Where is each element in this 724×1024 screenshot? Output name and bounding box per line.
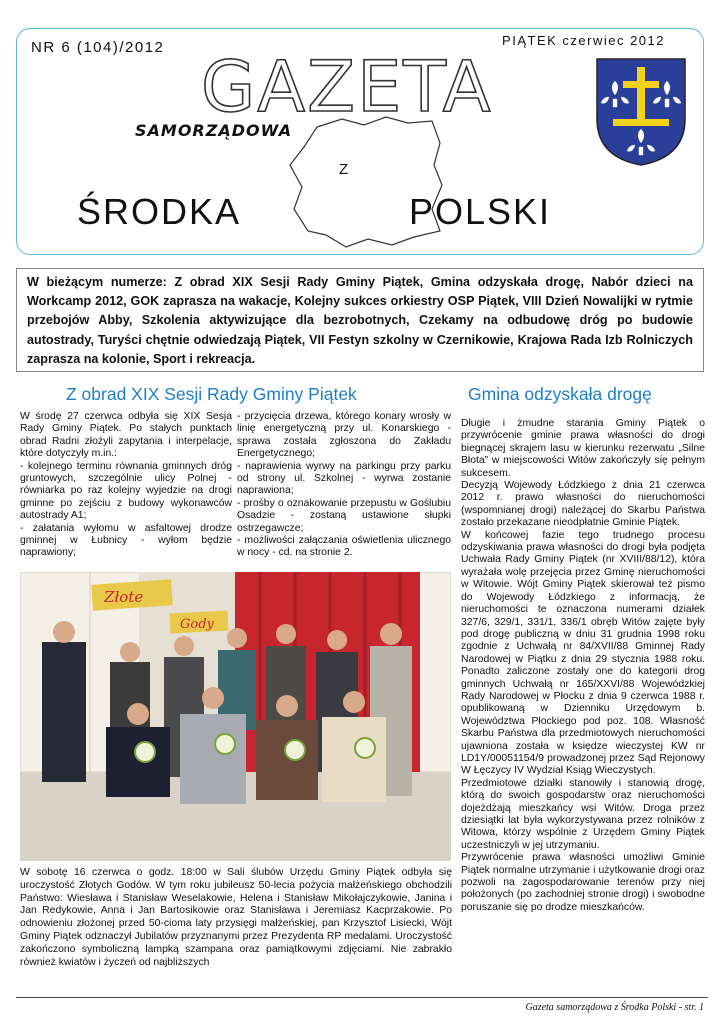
article2-paragraph: Przywrócenie prawa własności umożliwi Gminie Piątek normalne utrzymanie i użytkowanie drogi oraz pozwoli na zagospodarowanie terenów przy niej położonych (po zachodniej stronie drogi) i swobodne poruszanie się po drodze mieszkańców. (461, 852, 705, 913)
article1-col2 (237, 411, 451, 560)
samorzadowa-label: SAMORZĄDOWA (135, 121, 293, 140)
issue-summary: W bieżącym numerze: Z obrad XIX Sesji Rady Gminy Piątek, Gmina odzyskała drogę, Nabór dzieci na Workcamp 2012, GOK zaprasza na wakacje, Kolejny sukces orkiestry OSP Piątek, VIII Dzień Nowalijki w rytmie przebojów Abby, Szkolenia aktywizujące dla bezrobotnych, Czekamy na odbudowę dróg po budowie autostrady, Turyści chętnie odwiedzają Piątek, VII Festyn szkolny w Czernikowie, Krajowa Rada Izb Rolniczych zaprasza na kolonie, Sport i rekreacja. (16, 268, 704, 372)
page-footer: Gazeta samorządowa z Środka Polski - str. 1 (525, 1002, 704, 1013)
issue-number: NR 6 (104)/2012 (31, 39, 165, 56)
srodka-title: ŚRODKA (77, 191, 242, 232)
polski-title: POLSKI (409, 191, 552, 232)
article1-col1 (20, 411, 232, 560)
coat-of-arms (595, 57, 687, 167)
banner-gody: Gody (180, 617, 214, 632)
photo-caption: W sobotę 16 czerwca o godz. 18:00 w Sali ślubów Urzędu Gminy Piątek odbyła się uroczystość Złotych Godów. W tym roku jubileusz 50-lecia pożycia małżeńskiego obchodzili Państwo: Wiesława i Stanisław Weselakowie, Helena i Stanisław Mikołajczykowie, Janina i Jan Redykowie, Anna i Jan Bartosikowie oraz Stanisława i Jeremiasz Kacprzakowie. Po odnowieniu złożonej przed 50-cioma laty przysięgi małżeńskiej, pan Krzysztof Lisiecki, Wójt Gminy Piątek odznaczył Jubilatów przyznanymi przez Prezydenta RP medalami. Uroczystość zakończono symboliczną lampką szampana oraz pamiątkowymi zdjęciami. Nie zabrakło również kwiatów i życzeń od najbliższych (20, 867, 452, 968)
footer-divider (16, 997, 708, 998)
article2-title: Gmina odzyskała drogę (468, 384, 652, 404)
article1-col1-paragraph: - załatania wyłomu w asfaltowej drodze gminnej w Łubnicy - wyłom będzie naprawiony; (20, 522, 232, 559)
article1-col2-paragraph: - prośby o oznakowanie przepustu w Goślubiu Osadzie - zostaną ustawione słupki ostrzegawcze; (237, 497, 451, 534)
article1-col1-paragraph: W środę 27 czerwca odbyła się XIX Sesja Rady Gminy Piątek. Po stałych punktach obrad Radni złożyli zapytania i interpelacje, które dotyczyły m.in.: (20, 411, 232, 460)
article1-col1-paragraph: - kolejnego terminu równania gminnych dróg gruntowych, szczególnie ulicy Polnej - równiarka po raz kolejny wyjedzie na drogi gminne po zejściu z budowy wykonawców autostrady A1; (20, 460, 232, 522)
article1-title: Z obrad XIX Sesji Rady Gminy Piątek (66, 384, 357, 404)
article2-body (461, 418, 705, 914)
issue-date: PIĄTEK czerwiec 2012 (502, 33, 665, 48)
article1-col2-paragraph: - możliwości załączania oświetlenia ulicznego w nocy - cd. na stronie 2. (237, 535, 451, 559)
golden-jubilee-photo (20, 572, 451, 861)
article2-paragraph: Decyzją Wojewody Łódzkiego z dnia 21 czerwca 2012 r. prawo własności do nieruchomości (wspomnianej drogi) należącej do Skarbu Państwa zostało przekazane nieodpłatnie Gminie Piątek. (461, 480, 705, 529)
banner-zlote: Złote (104, 588, 144, 606)
z-letter: Z (339, 161, 349, 178)
article2-paragraph: Długie i żmudne starania Gminy Piątek o przywrócenie gminie prawa własności do drogi biegnącej skrajem lasu w kierunku rezerwatu „Silne Błota” w miejscowości Witów zakończyły się pełnym sukcesem. (461, 418, 705, 479)
article2-paragraph: W końcowej fazie tego trudnego procesu odzyskiwania prawa własności do drogi była podjęta Uchwała Rady Gminy Piątek (nr XVIII/88/12), która wyrażała wolę przejęcia przez Gminę nieruchomości w Witowie. Wójt Gminy Piątek skierował też pismo do Wojewody Łódzkiego z informacją, że nieruchomości te oznaczona numerami działek 327/6, 329/1, 331/1, 336/1 obręb Witów zajęte były pod drogę publiczną w dniu 31 grudnia 1998 roku zgodnie z Uchwałą nr 84/XVII/88 Gminnej Rady Narodowej w Piątku z dnia 29 stycznia 1988 roku. Ponadto zaliczone zostały one do kategorii drog gminnych Uchwałą nr 165/XXVI/88 Wojewódzkiej Rady Narodowej w Płocku z dnia 9 czerwca 1988 r. opublikowaną w Dzienniku Urzędowym b. Województwa Płockiego pod poz. 108. Własność Skarbu Państwa dla przedmiotowych nieruchomości ujawniona została w księdze wieczystej KW nr LD1Y/00051154/9 prowadzonej przez Sąd Rejonowy W Łęczycy IV Wydział Ksiąg Wieczystych. (461, 529, 705, 777)
masthead (16, 28, 704, 255)
article1-col2-paragraph: - naprawienia wyrwy na parkingu przy parku od strony ul. Szkolnej - wyrwa zostanie naprawiona; (237, 460, 451, 497)
article2-paragraph: Przedmiotowe działki stanowiły i stanowią drogę, którą do swoich gospodarstw oraz nieruchomości dojeżdżają mieszkańcy wsi Witów. Droga przez dziesiątki lat była wykorzystywana przez rolników z Witowa, którzy wspólnie z Urzędem Gminy Piątek uczestniczyli w jej utrzymaniu. (461, 777, 705, 851)
article1-col2-paragraph: - przycięcia drzewa, którego konary wrosły w linię energetyczną przy ul. Konarskiego - sprawa została zgłoszona do Zakładu Energetycznego; (237, 411, 451, 460)
gazeta-logo-text: GAZETA (201, 46, 493, 128)
